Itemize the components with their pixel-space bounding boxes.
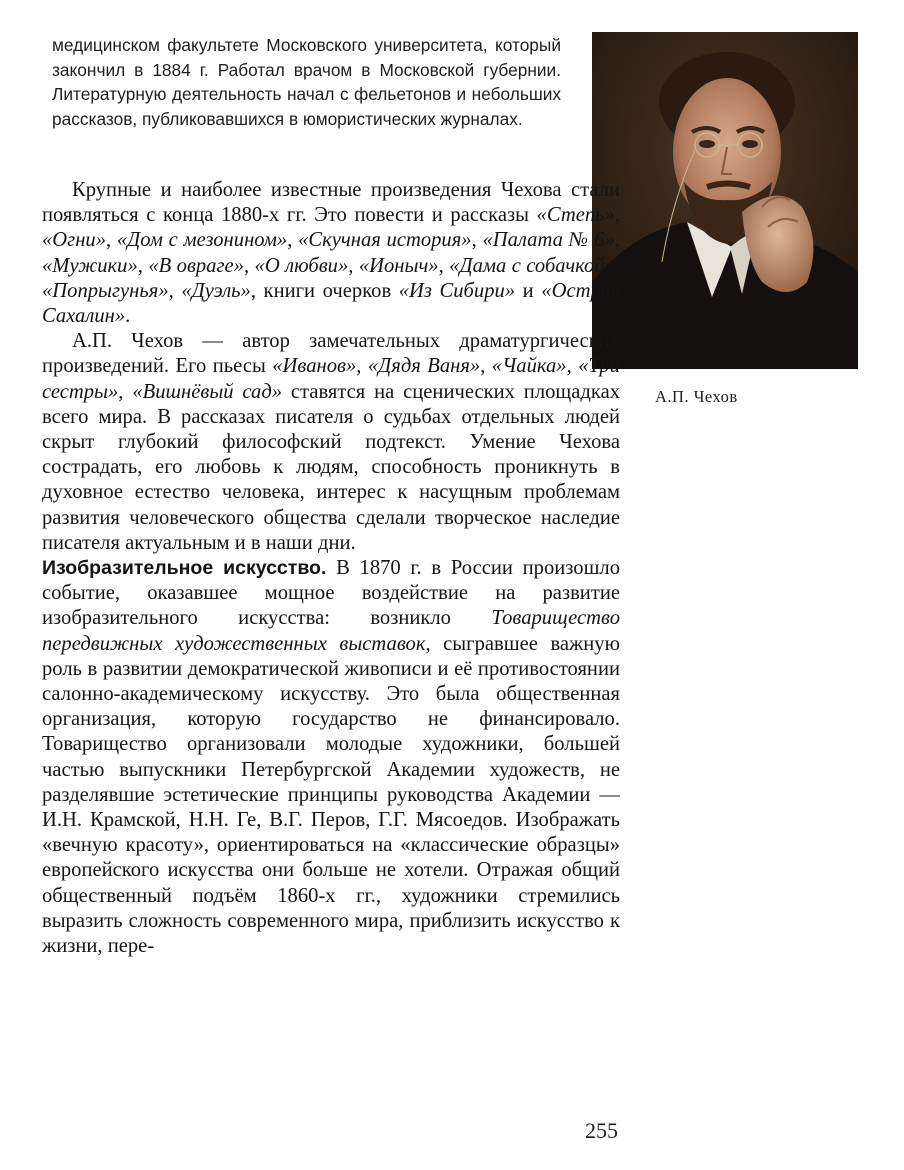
work-title: «Попрыгунья» [42,279,169,302]
text-span: , [287,229,299,252]
work-title: «В овраге» [148,254,244,277]
text-span: , книги очерков [250,279,399,302]
text-span: , [471,229,483,252]
text-span: , [614,229,621,252]
play-title: «Дядя Ваня» [367,355,481,378]
text-span: А.П. Чехов — автор замечательных драматургических произведений. Его пьесы [42,330,620,378]
chekhov-portrait [592,32,858,369]
paragraph-plays [42,329,620,556]
work-title: «Степь» [536,204,615,227]
play-title: «Чайка» [491,355,567,378]
text-span: , [438,254,450,277]
text-span: , [118,380,133,403]
work-title: «Огни» [42,229,107,252]
work-title: «Скучная история» [298,229,472,252]
work-title: «Палата № 6» [482,229,615,252]
text-span: , сыгравшее важную роль в развитии демократической живописи и её противостоянии салонно-академическому искусству. Это была общественная организация, которую государство не финансировало. Товарищество организовали молодые художники, большей частью выпускники Петербургской Академии художеств, не разделявшие эстетические принципы руководства Академии — И.Н. Крамской, Н.Н. Ге, В.Г. Перов, Г.Г. Мясоедов. Изображать «вечную красоту», ориентироваться на «классические образцы» европейского искусства они больше не хотели. Отражая общий общественный подъём 1860-х гг., художники стремились выразить сложность современного мира, приблизить искусство к жизни, пере- [42,632,620,958]
text-span: В 1870 г. в России произошло событие, оказавшее мощное воздействие на развитие изобразительного искусства: возникло [42,557,620,630]
section-heading: Изобразительное искусство. [42,557,327,580]
text-span: , [614,204,620,227]
intro-paragraph: медицинском факультете Московского университета, который закончил в 1884 г. Работал врачом в Московской губернии. Литературную деятельность начал с фельетонов и небольших рассказов, публиковавшихся в юмористических журналах. [52,35,561,129]
work-title: «О любви» [254,254,349,277]
text-span: , [614,254,621,277]
text-span: , [168,279,182,302]
play-title: «Вишнёвый сад» [132,380,283,403]
text-span: , [243,254,255,277]
work-title: «Остров Сахалин» [42,279,620,328]
text-span: ставятся на сценических площадках всего мира. В рассказах писателя о судьбах отдельных людей скрыт глубокий философский подтекст. Умение Чехова сострадать, его любовь к людям, способность проникнуть в духовное естество человека, интерес к насущным проблемам развития человеческого общества сделали творческое наследие писателя актуальным и в наши дни. [42,380,621,554]
text-span: , [480,355,492,378]
portrait-caption: А.П. Чехов [655,387,738,406]
work-title: «Дама с собачкой» [449,254,615,277]
play-title: «Три сестры» [42,355,621,403]
work-title: «Ионыч» [358,254,439,277]
work-title: «Дуэль» [181,279,251,302]
text-span: , [348,254,359,277]
main-text [42,178,620,959]
paragraph-fine-arts [42,556,620,959]
text-span: и [515,279,542,302]
work-title: «Из Сибири» [398,279,516,302]
paragraph-works [42,178,620,329]
text-span: , [137,254,149,277]
text-span: Крупные и наиболее известные произведения Чехова стали появляться с конца 1880-х гг. Это повести и рассказы [42,179,620,227]
text-span: , [106,229,117,252]
play-title: «Иванов» [272,355,357,378]
term-highlight: Товарищество передвижных художественных выставок [42,607,620,655]
text-span: , [566,355,579,378]
page-number: 255 [585,1118,618,1143]
text-span: , [356,355,368,378]
text-span: . [125,305,131,328]
work-title: «Мужики» [42,254,138,277]
work-title: «Дом с мезонином» [116,229,288,252]
portrait-painting [592,32,858,369]
